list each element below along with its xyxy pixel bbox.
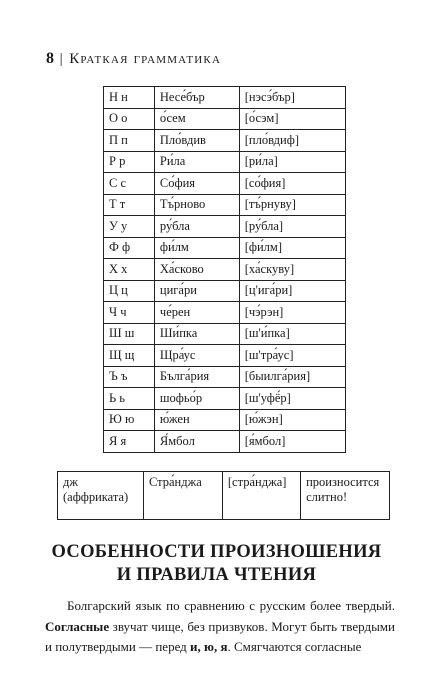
example-word-cell: цига́ри (154, 280, 239, 302)
transcription-cell: [тъ́рнуву] (239, 194, 345, 216)
transcription-cell: [пло́вдиф] (239, 130, 345, 152)
example-word-cell: ю́жен (154, 409, 239, 431)
example-word-cell: Несе́бър (154, 87, 239, 109)
example-word-cell: че́рен (154, 302, 239, 324)
body-paragraph (45, 596, 395, 658)
transcription-cell: [ш'и́пка] (239, 323, 345, 345)
transcription-cell: [ю́жэн] (239, 409, 345, 431)
example-word-cell: Пло́вдив (154, 130, 239, 152)
letter-cell: Я я (104, 431, 155, 453)
transcription-cell: [ц'ига́ри] (239, 280, 345, 302)
section-title-line-2: И ПРАВИЛА ЧТЕНИЯ (116, 565, 317, 585)
letter-cell: П п (104, 130, 155, 152)
table-row (104, 87, 346, 109)
example-word-cell: о́сем (154, 108, 239, 130)
bold-term-consonants: Согласные (45, 618, 110, 634)
table-row (104, 280, 346, 302)
table-row (104, 431, 346, 453)
letter-cell: Ю ю (104, 409, 155, 431)
paragraph-text-2: звучат чище, без призвуков. Могут быть твердыми и полутвердыми — перед (45, 618, 395, 654)
table-row (104, 302, 346, 324)
paragraph-text-3: . Смягчаются согласные (227, 639, 362, 654)
transcription-cell: [ру́бла] (239, 216, 345, 238)
example-word-cell: Я́мбол (154, 431, 239, 453)
transcription-cell: [я́мбол] (239, 431, 345, 453)
affricate-word: Стра́нджа (143, 472, 222, 520)
table-row (104, 151, 346, 173)
alphabet-table (103, 86, 346, 453)
affricate-row (58, 472, 390, 520)
running-head-title: Краткая грамматика (69, 51, 222, 67)
example-word-cell: Ха́сково (154, 259, 239, 281)
alphabet-table-body (104, 87, 346, 453)
letter-cell: Ь ь (104, 388, 155, 410)
table-row (104, 173, 346, 195)
letter-cell: Н н (104, 87, 155, 109)
table-row (104, 216, 346, 238)
letter-cell: О о (104, 108, 155, 130)
transcription-cell: [ри́ла] (239, 151, 345, 173)
table-row (104, 409, 346, 431)
example-word-cell: фи́лм (154, 237, 239, 259)
transcription-cell: [быилга́рия] (239, 366, 345, 388)
table-row (104, 237, 346, 259)
affricate-transcription: [стра́нджа] (222, 472, 300, 520)
running-head-separator: | (59, 51, 64, 67)
affricate-letter-cell (58, 472, 144, 520)
transcription-cell: [чэ́рэн] (239, 302, 345, 324)
table-row (104, 108, 346, 130)
letter-cell: Р р (104, 151, 155, 173)
letter-cell: У у (104, 216, 155, 238)
letter-cell: Ц ц (104, 280, 155, 302)
example-word-cell: Тъ́рново (154, 194, 239, 216)
transcription-cell: [о́сэм] (239, 108, 345, 130)
transcription-cell: [нэсэ́бър] (239, 87, 345, 109)
affricate-letter: дж (63, 475, 78, 489)
table-row (104, 130, 346, 152)
letter-cell: Т т (104, 194, 155, 216)
letter-cell: Ф ф (104, 237, 155, 259)
example-word-cell: Бълга́рия (154, 366, 239, 388)
transcription-cell: [ш'тра́ус] (239, 345, 345, 367)
table-row (104, 323, 346, 345)
example-word-cell: Ри́ла (154, 151, 239, 173)
transcription-cell: [фи́лм] (239, 237, 345, 259)
letter-cell: Ъ ъ (104, 366, 155, 388)
bold-vowels: и, ю, я (190, 639, 228, 654)
table-row (104, 194, 346, 216)
table-row (104, 388, 346, 410)
page-number: 8 (46, 50, 55, 67)
affricate-note: произносится слитно! (301, 472, 390, 520)
letter-cell: С с (104, 173, 155, 195)
running-head (46, 50, 221, 68)
transcription-cell: [со́фия] (239, 173, 345, 195)
table-row (104, 259, 346, 281)
letter-cell: Ш ш (104, 323, 155, 345)
section-title (0, 541, 433, 587)
table-row (104, 366, 346, 388)
letter-cell: Х х (104, 259, 155, 281)
letter-cell: Щ щ (104, 345, 155, 367)
affricate-table (57, 471, 390, 520)
table-row (104, 345, 346, 367)
transcription-cell: [ха́скуву] (239, 259, 345, 281)
example-word-cell: ру́бла (154, 216, 239, 238)
paragraph-sentence-1: Болгарский язык по сравнению с русским более твердый. (67, 598, 395, 613)
example-word-cell: Щра́ус (154, 345, 239, 367)
affricate-letter-note: (аффриката) (63, 490, 129, 504)
example-word-cell: Ши́пка (154, 323, 239, 345)
example-word-cell: Со́фия (154, 173, 239, 195)
example-word-cell: шофьо́р (154, 388, 239, 410)
transcription-cell: [ш'уфё́р] (239, 388, 345, 410)
section-title-line-1: ОСОБЕННОСТИ ПРОИЗНОШЕНИЯ (51, 542, 382, 562)
letter-cell: Ч ч (104, 302, 155, 324)
